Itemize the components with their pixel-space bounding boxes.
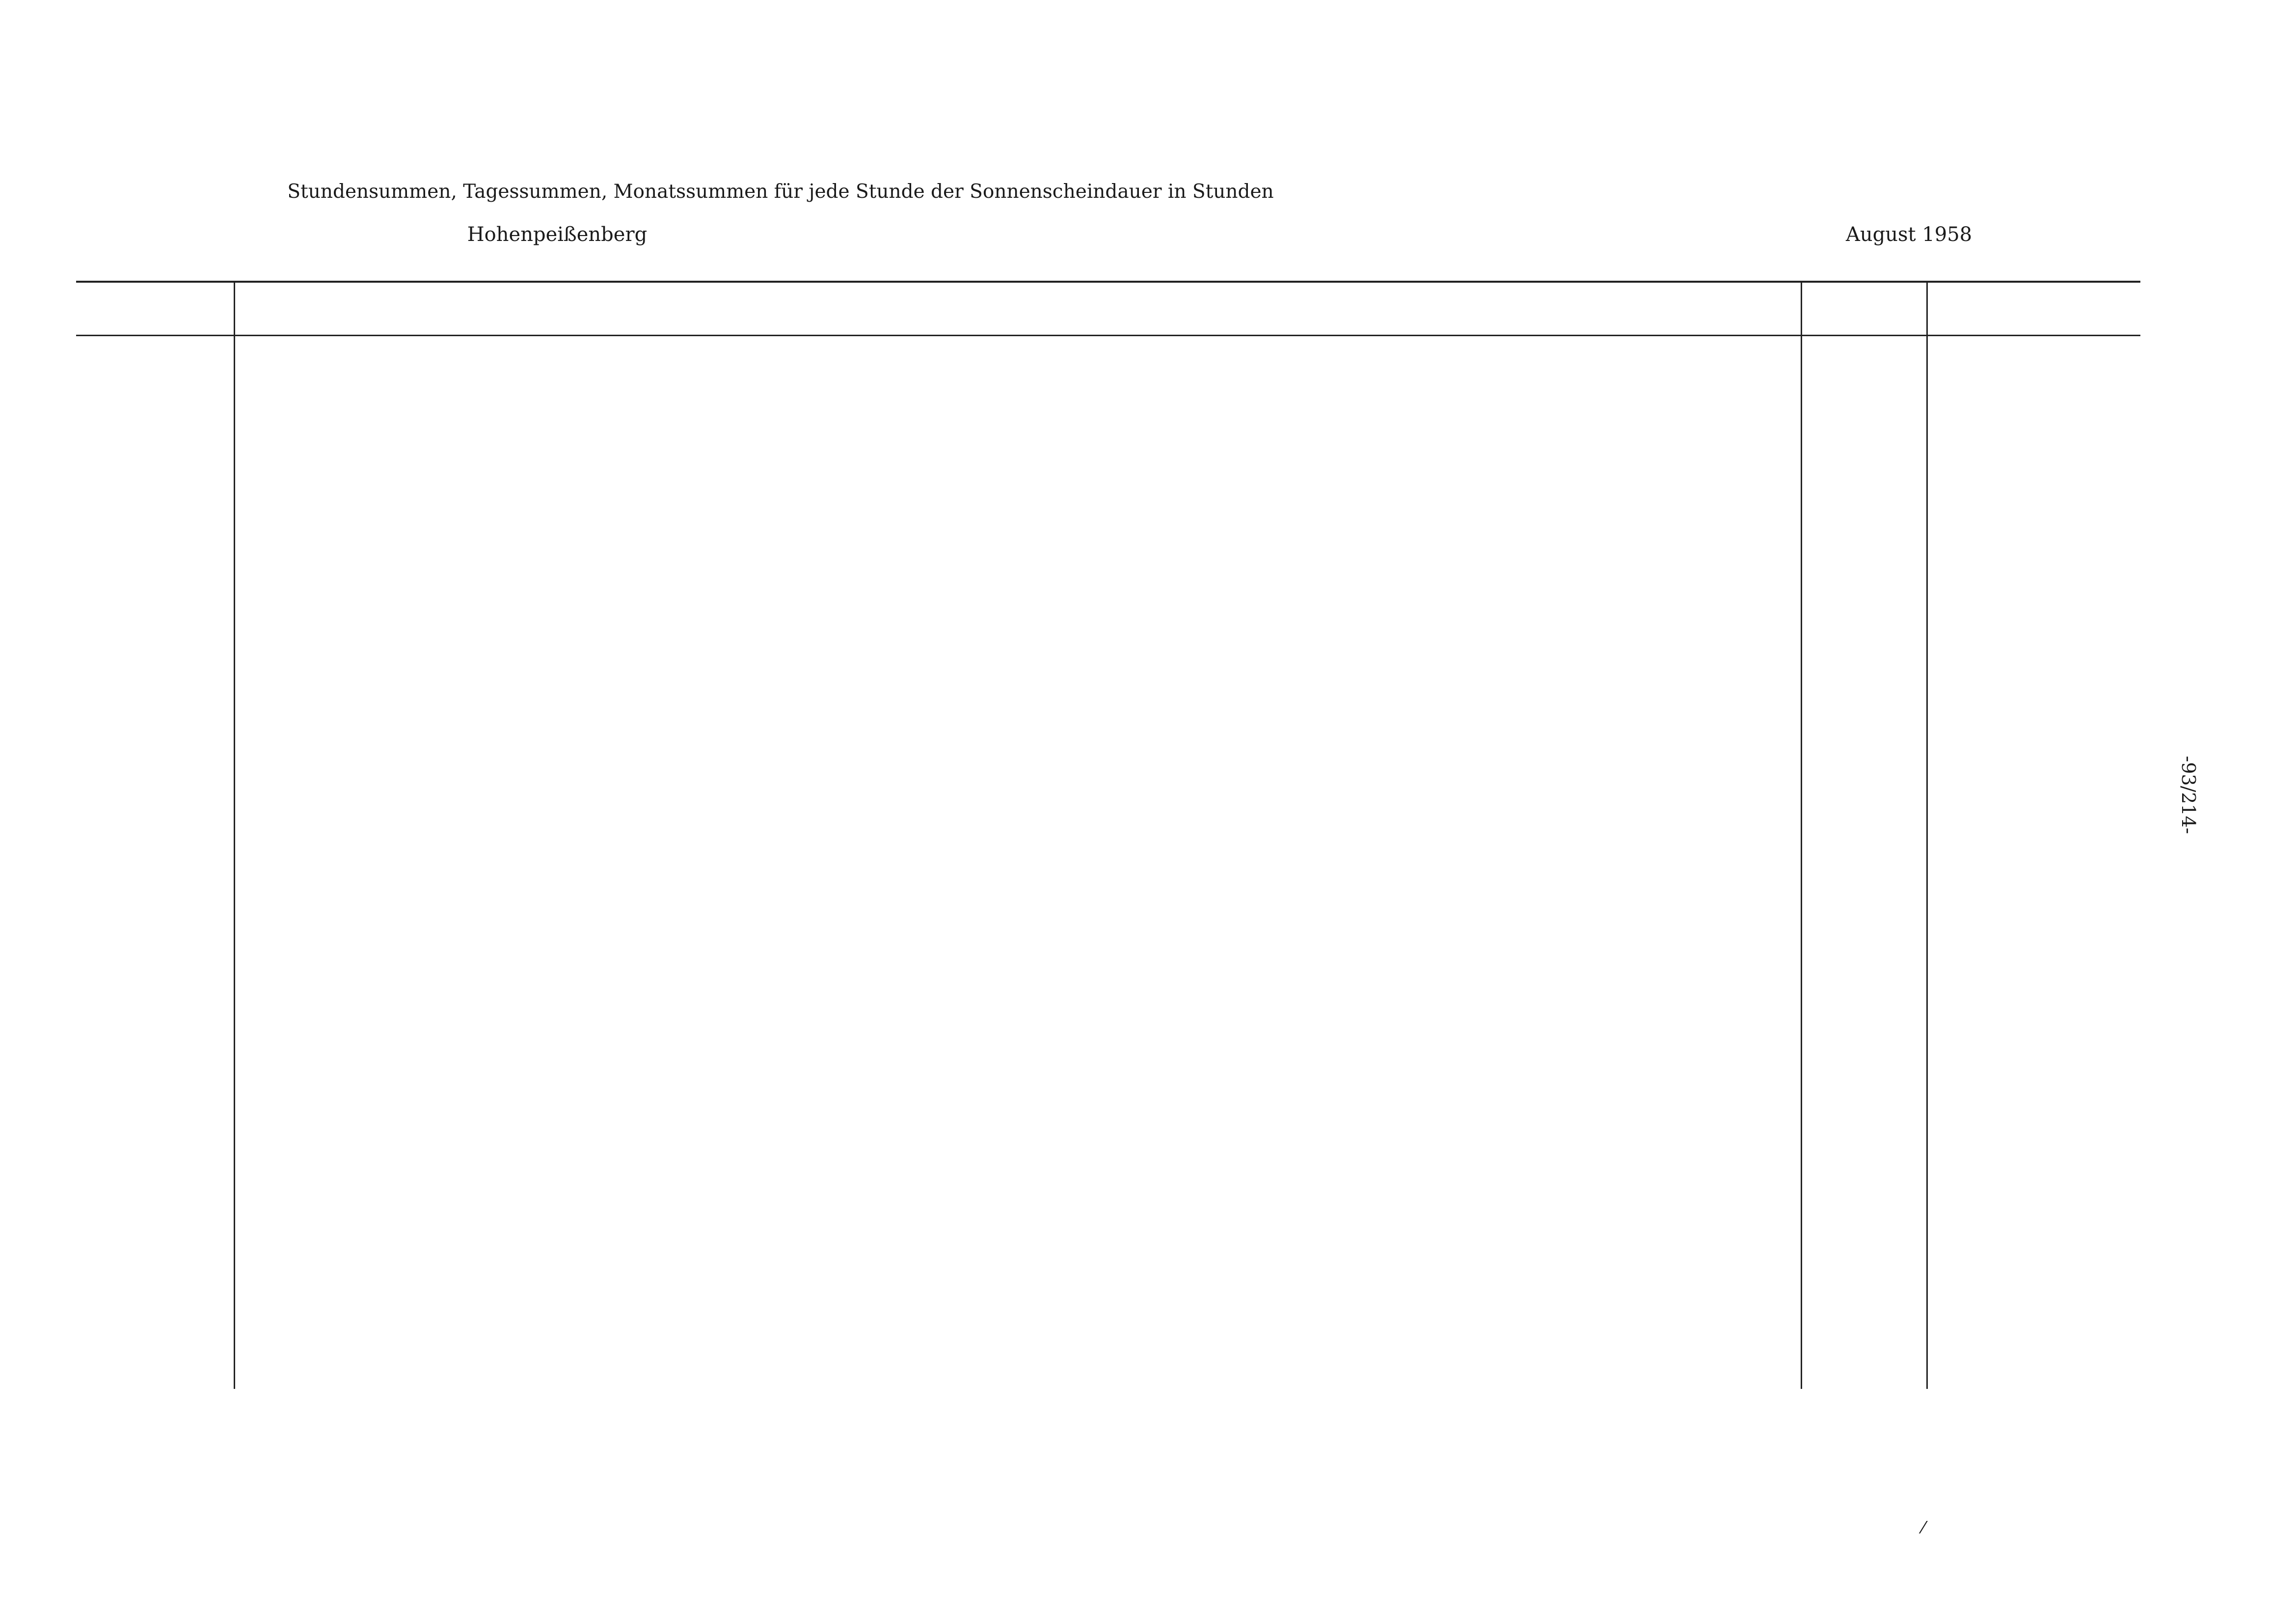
report-month: August 1958: [1846, 223, 1972, 246]
station-name: Hohenpeißenberg: [467, 223, 648, 246]
table-title: Stundensummen, Tagessummen, Monatssummen für jede Stunde der Sonnenscheindauer in Stunden: [287, 181, 1274, 203]
pen-mark: ⁄: [1922, 1518, 1925, 1538]
header-rule: [76, 335, 2140, 336]
top-rule: [76, 281, 2140, 283]
page-number: -93/214-: [2178, 756, 2199, 834]
divider-left: [234, 281, 235, 1389]
divider-summe: [1801, 281, 1802, 1389]
divider-su: [1926, 281, 1928, 1389]
